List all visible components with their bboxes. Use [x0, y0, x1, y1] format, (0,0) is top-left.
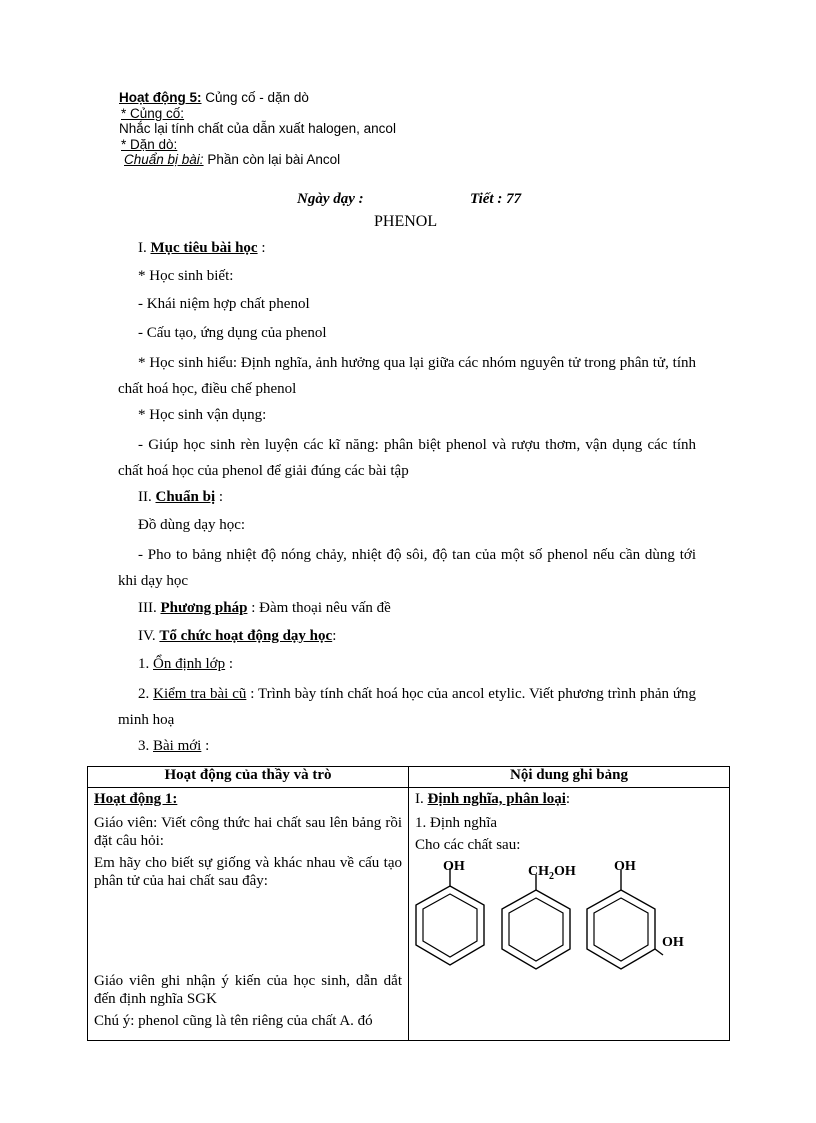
- prepare-text: Phần còn lại bài Ancol: [207, 152, 341, 167]
- structure-2-group: $CH_2OH$: [528, 864, 576, 882]
- section-3-title: Phương pháp: [160, 600, 248, 616]
- left-p1: Giáo viên: Viết công thức hai chất sau lên bảng rồi đặt câu hỏi:: [94, 815, 402, 849]
- benzene-ring-3: [587, 870, 663, 969]
- step-1: 1. Ổn định lớp :: [138, 656, 234, 672]
- left-p4: Chú ý: phenol cũng là tên riêng của chất A. đó: [94, 1013, 373, 1029]
- consolidate-label: * Củng cố:: [121, 106, 185, 121]
- step-3: 3. Bài mới :: [138, 738, 210, 754]
- section-4-title: Tổ chức hoạt động dạy học: [159, 628, 333, 644]
- definition-sub: 1. Định nghĩa: [415, 815, 498, 831]
- know-item-1: - Khái niệm hợp chất phenol: [138, 296, 310, 312]
- left-cell: [88, 788, 409, 1041]
- activity-1-label: Hoạt động 1:: [94, 791, 178, 807]
- section-2-heading: II. Chuẩn bị :: [138, 489, 224, 505]
- activity-5-label: Hoạt động 5:: [119, 90, 202, 105]
- section-3-heading: III. Phương pháp : Đàm thoại nêu vấn đề: [138, 600, 391, 616]
- col-header-left: Hoạt động của thầy và trò: [88, 767, 409, 788]
- structure-3-group-top: OH: [614, 859, 636, 874]
- left-p3: Giáo viên ghi nhận ý kiến của học sinh, dẫn dắt đến định nghĩa SGK: [94, 973, 402, 1007]
- lesson-title: PHENOL: [374, 213, 438, 230]
- understand-paragraph: * Học sinh hiểu: Định nghĩa, ảnh hưởng qua lại giữa các nhóm nguyên tử trong phân tử, tính chất hoá học, điều chế phenol: [118, 355, 696, 397]
- col-header-right: Nội dung ghi bảng: [409, 767, 730, 788]
- given-text: Cho các chất sau:: [415, 837, 521, 853]
- benzene-ring-2: [502, 875, 570, 969]
- know-item-2: - Cấu tạo, ứng dụng của phenol: [138, 325, 327, 341]
- definition-heading: Định nghĩa, phân loại: [427, 791, 566, 807]
- section-4-heading: IV. Tổ chức hoạt động dạy học:: [138, 628, 337, 644]
- activity-5-text: Củng cố - dặn dò: [205, 90, 309, 105]
- tools-paragraph: - Pho to bảng nhiệt độ nóng chảy, nhiệt độ sôi, độ tan của một số phenol nếu cần dùng tới khi dạy học: [118, 547, 696, 589]
- activity-5-line: [119, 90, 309, 105]
- tools-heading: Đồ dùng dạy học:: [138, 517, 246, 533]
- know-heading: * Học sinh biết:: [138, 268, 234, 284]
- left-p2: Em hãy cho biết sự giống và khác nhau về cấu tạo phân tử của hai chất sau đây:: [94, 855, 402, 889]
- prepare-label: Chuẩn bị bài:: [124, 152, 204, 167]
- benzene-ring-1: [416, 868, 484, 965]
- section-1-title: Mục tiêu bài học: [150, 240, 258, 256]
- step-2-title: Kiểm tra bài cũ: [153, 686, 247, 702]
- section-1-heading: I. Mục tiêu bài học :: [138, 240, 266, 256]
- step-2-paragraph: 2. Kiểm tra bài cũ : Trình bày tính chất hoá học của ancol etylic. Viết phương trình phản ứng minh hoạ: [118, 686, 697, 728]
- structure-1-group: OH: [443, 859, 465, 874]
- structures-figure: [415, 856, 715, 976]
- lesson-table: [87, 766, 730, 1041]
- right-cell: I. Định nghĩa, phân loại: 1. Định nghĩa Cho các chất sau: OH $CH_2OH$ OH OH: [409, 788, 730, 1041]
- period-label: Tiết : 77: [470, 191, 522, 207]
- step-1-title: Ổn định lớp: [153, 656, 226, 672]
- step-3-title: Bài mới: [153, 738, 202, 754]
- apply-heading: * Học sinh vận dụng:: [138, 407, 267, 423]
- structure-3-group-side: OH: [662, 935, 684, 950]
- consolidate-text: Nhắc lại tính chất của dẫn xuất halogen, ancol: [119, 121, 396, 136]
- date-label: Ngày dạy :: [297, 191, 364, 207]
- homework-label: * Dặn dò:: [121, 137, 178, 152]
- section-2-title: Chuẩn bị: [155, 489, 216, 505]
- prepare-line: [124, 152, 340, 167]
- apply-paragraph: - Giúp học sinh rèn luyện các kĩ năng: phân biệt phenol và rượu thơm, vận dụng các tính chất hoá học của phenol để giải đúng các bài tập: [118, 437, 696, 479]
